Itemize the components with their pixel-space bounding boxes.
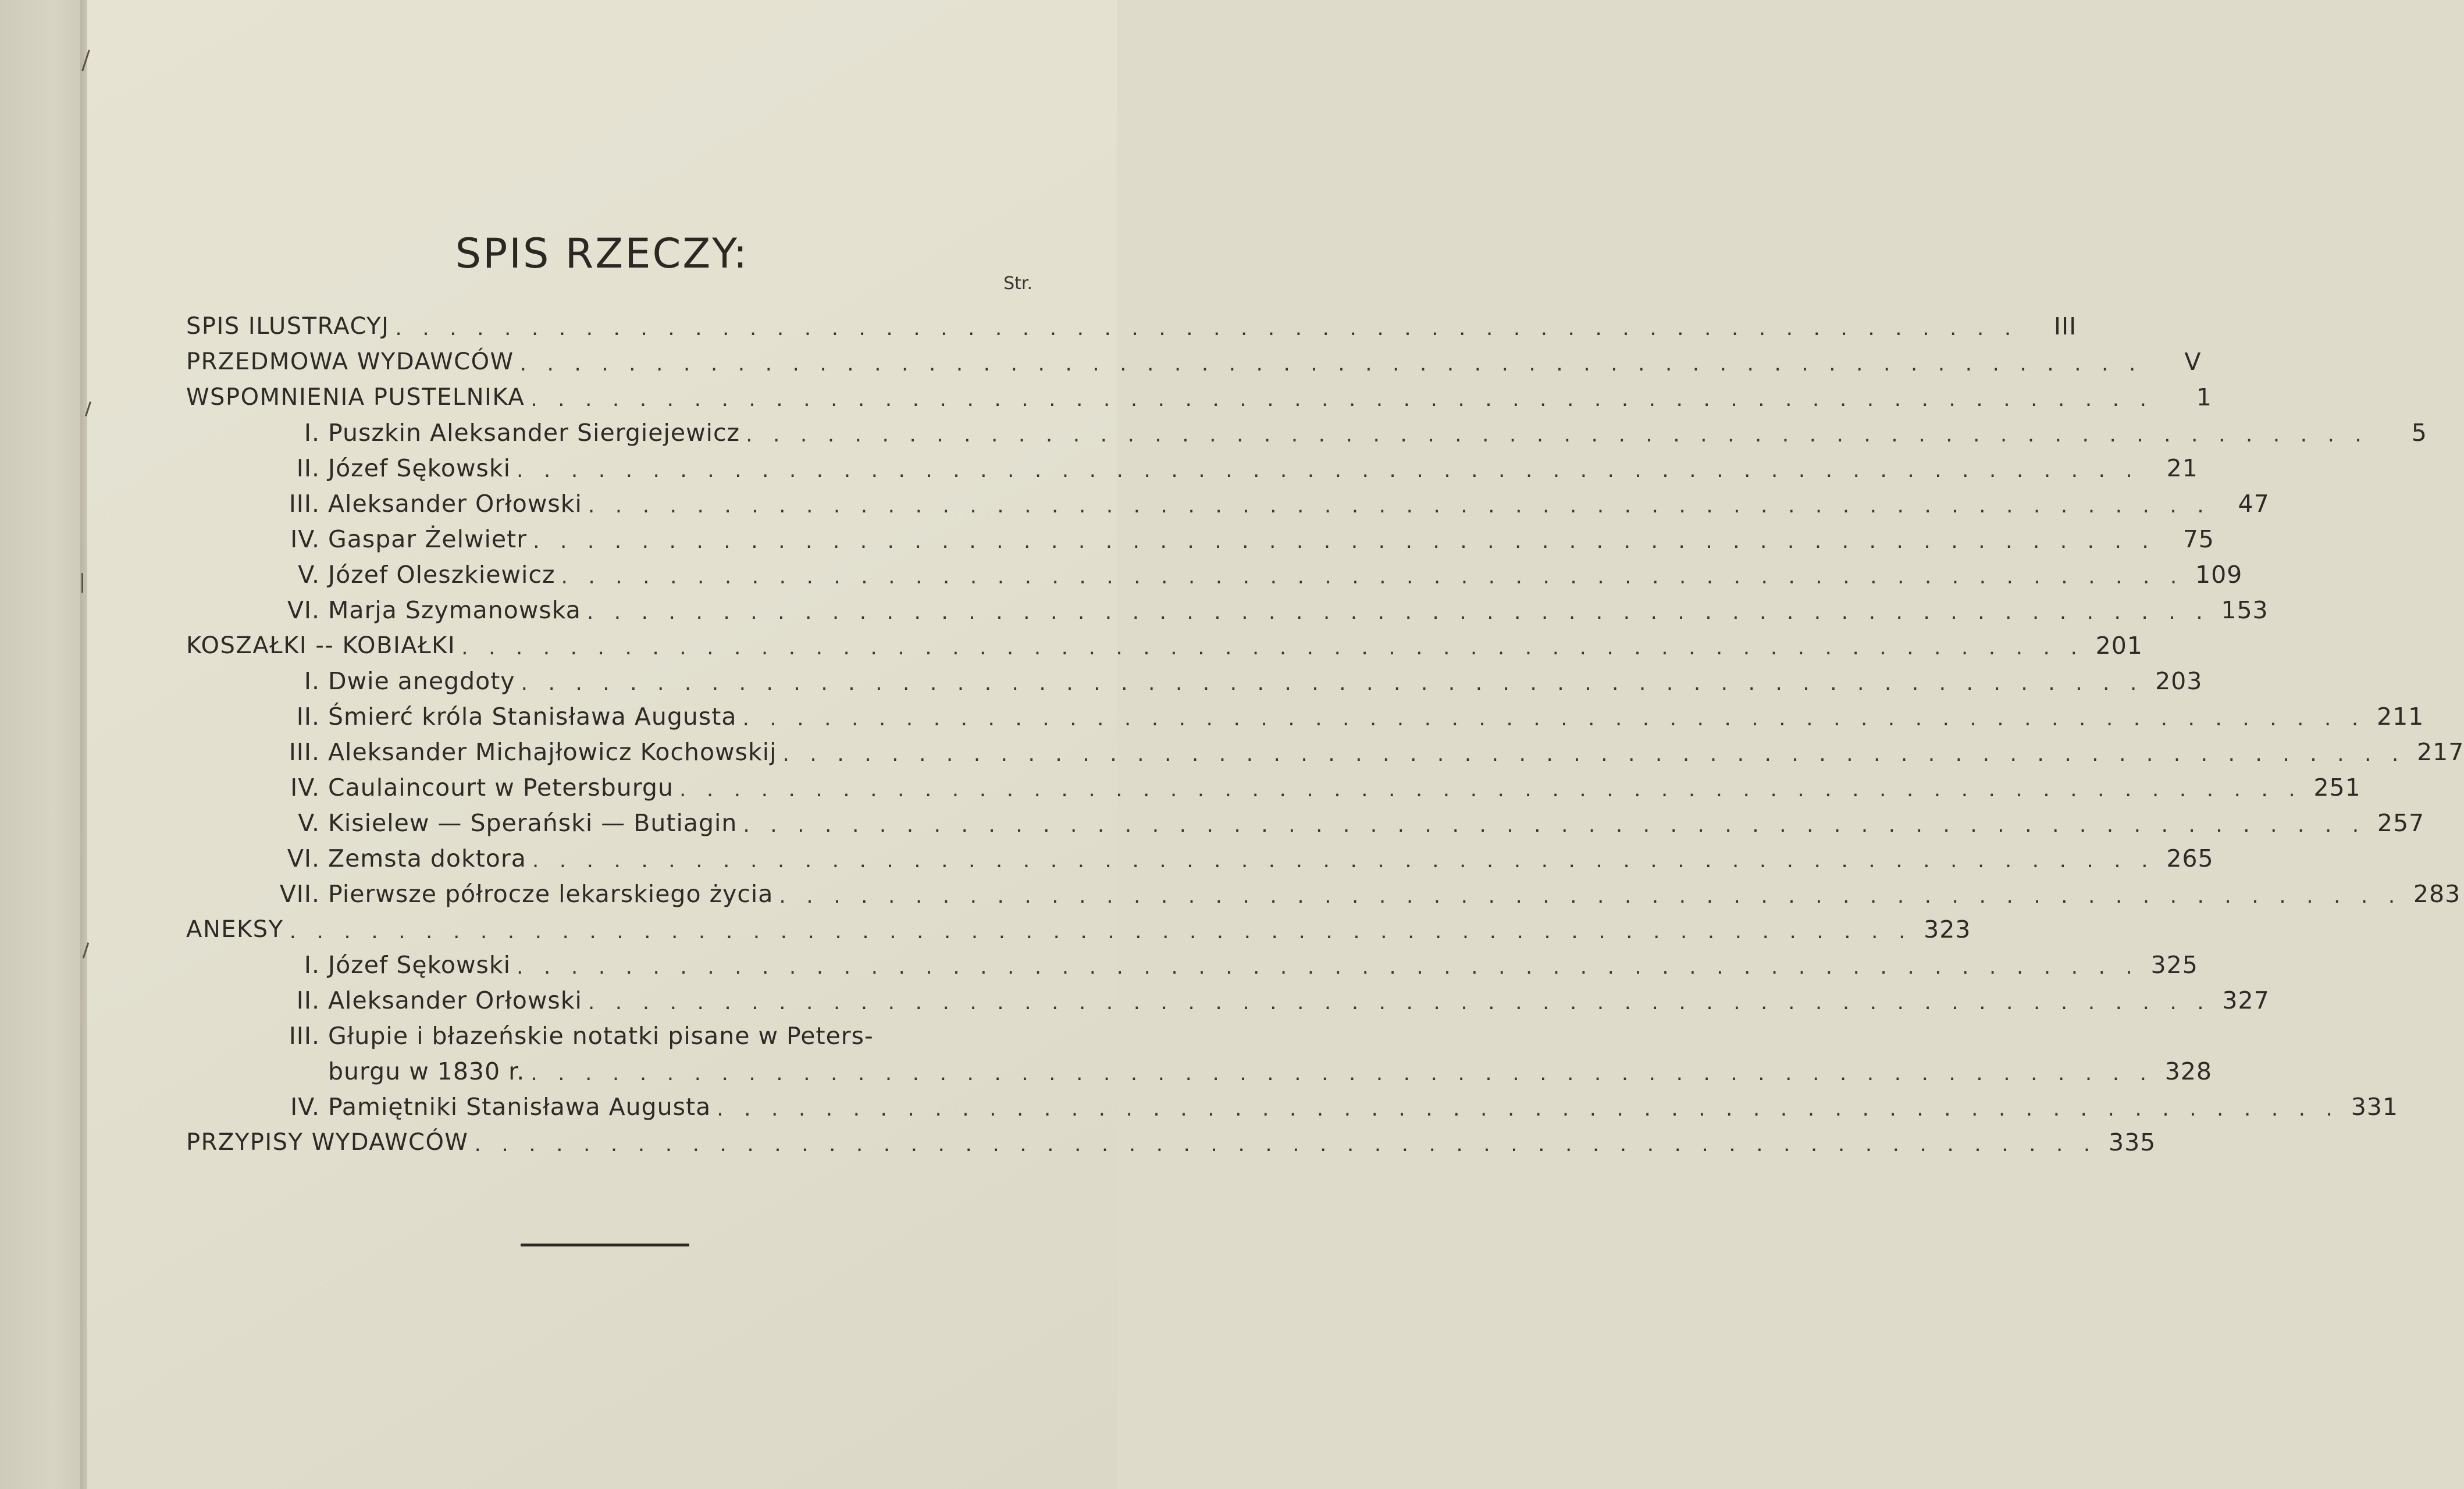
toc-page-number: 201 — [2095, 631, 2143, 660]
toc-entry — [186, 592, 2269, 628]
toc-entry — [186, 876, 2461, 911]
toc-entry-number: III. — [289, 738, 320, 766]
dot-leader: . . . . . . . . . . . . . . . . . . . . . . . . . . . . . . . . . . . . . . . . . . . . . . . . . . . . . . . . . . . . — [461, 636, 2084, 660]
toc-entry-number: II. — [296, 986, 320, 1014]
page-column-label: Str. — [1003, 273, 1032, 294]
dot-leader: . . . . . . . . . . . . . . . . . . . . . . . . . . . . . . . . . . . . . . . . . . . . . . . . . . . . . . . . . . . . — [742, 707, 2366, 731]
toc-entry-number: II. — [296, 454, 320, 482]
toc-entry-number: VI. — [287, 596, 320, 624]
toc-page-number: 5 — [2411, 418, 2427, 447]
toc-page-number: 265 — [2166, 844, 2214, 872]
toc-page-number: 211 — [2376, 702, 2424, 731]
toc-entry — [186, 557, 2243, 592]
toc-entry — [186, 699, 2424, 734]
toc-entry-title: Caulaincourt w Petersburgu — [328, 773, 674, 802]
dot-leader: . . . . . . . . . . . . . . . . . . . . . . . . . . . . . . . . . . . . . . . . . . . . . . . . . . . . . . . . . . . . — [519, 352, 2143, 376]
toc-page-number: 217 — [2417, 738, 2464, 766]
toc-entry-title: Pierwsze półrocze lekarskiego życia — [328, 879, 774, 908]
toc-entry-number: I. — [304, 950, 320, 979]
book-gutter — [0, 0, 87, 1489]
toc-section — [186, 379, 2213, 415]
toc-section — [186, 344, 2202, 379]
toc-entry-title: Kisielew — Sperański — Butiagin — [328, 808, 738, 837]
dot-leader: . . . . . . . . . . . . . . . . . . . . . . . . . . . . . . . . . . . . . . . . . . . . . . . . . . . . . . . . . . . . — [746, 423, 2369, 447]
toc-entry — [186, 982, 2270, 1018]
toc-page-number: 325 — [2150, 950, 2198, 979]
toc-entry-title: Pamiętniki Stanisława Augusta — [328, 1092, 711, 1121]
toc-page-number: 21 — [2166, 454, 2198, 482]
toc-page-number: 75 — [2182, 525, 2214, 553]
toc-section — [186, 911, 1971, 947]
toc-page-number: 323 — [1924, 915, 1971, 943]
toc-entry — [186, 734, 2464, 770]
toc-entry-number: IV. — [290, 1092, 320, 1121]
toc-section — [186, 308, 2077, 344]
toc-entry — [186, 1018, 1032, 1053]
dot-leader: . . . . . . . . . . . . . . . . . . . . . . . . . . . . . . . . . . . . . . . . . . . . . . . . . . . . . . . . . . . . — [743, 813, 2366, 837]
toc-entry-title: Aleksander Michajłowicz Kochowskij — [328, 738, 777, 766]
toc-entry — [186, 947, 2198, 982]
dot-leader: . . . . . . . . . . . . . . . . . . . . . . . . . . . . . . . . . . . . . . . . . . . . . . . . . . . . . . . . . . . . — [517, 955, 2139, 979]
toc-entry-title: Aleksander Orłowski — [328, 986, 582, 1014]
dot-leader: . . . . . . . . . . . . . . . . . . . . . . . . . . . . . . . . . . . . . . . . . . . . . . . . . . . . . . . . . . . . — [679, 778, 2302, 802]
toc-page-number: 203 — [2155, 667, 2203, 695]
page-title: SPIS RZECZY: — [455, 230, 749, 277]
toc-page-number: 47 — [2238, 489, 2270, 518]
toc-page-number: V — [2184, 347, 2202, 376]
toc-page-number: 327 — [2222, 986, 2270, 1014]
toc-entry-title: Dwie anegdoty — [328, 667, 515, 695]
dot-leader: . . . . . . . . . . . . . . . . . . . . . . . . . . . . . . . . . . . . . . . . . . . . . . . . . . . . . . . . . . . . — [533, 529, 2156, 553]
toc-section-title: SPIS ILUSTRACYJ — [186, 312, 390, 340]
toc-page-number: 109 — [2195, 560, 2243, 589]
dot-leader: . . . . . . . . . . . . . . . . . . . . . . . . . . . . . . . . . . . . . . . . . . . . . . . . . . . . . . . . . . . . — [586, 600, 2210, 624]
toc-entry-title: Puszkin Aleksander Siergiejewicz — [328, 418, 740, 447]
dot-leader: . . . . . . . . . . . . . . . . . . . . . . . . . . . . . . . . . . . . . . . . . . . . . . . . . . . . . . . . . . . . — [717, 1097, 2340, 1121]
toc-page-number: 1 — [2196, 383, 2213, 411]
toc-entry-number: I. — [304, 667, 320, 695]
toc-entry-title-continued: burgu w 1830 r. — [328, 1057, 525, 1085]
dot-leader: . . . . . . . . . . . . . . . . . . . . . . . . . . . . . . . . . . . . . . . . . . . . . . . . . . . . . . . . . . . . — [779, 884, 2402, 908]
toc-section-title: KOSZAŁKI -- KOBIAŁKI — [186, 632, 456, 659]
toc-entry — [186, 450, 2198, 486]
toc-page-number: 257 — [2377, 808, 2425, 837]
toc-entry-title: Zemsta doktora — [328, 844, 526, 872]
dot-leader: . . . . . . . . . . . . . . . . . . . . . . . . . . . . . . . . . . . . . . . . . . . . . . . . . . . . . . . . . . . . — [587, 991, 2211, 1014]
dot-leader: . . . . . . . . . . . . . . . . . . . . . . . . . . . . . . . . . . . . . . . . . . . . . . . . . . . . . . . . . . . . — [517, 458, 2139, 482]
dot-leader: . . . . . . . . . . . . . . . . . . . . . . . . . . . . . . . . . . . . . . . . . . . . . . . . . . . . . . . . . . . . — [530, 387, 2154, 411]
dot-leader: . . . . . . . . . . . . . . . . . . . . . . . . . . . . . . . . . . . . . . . . . . . . . . . . . . . . . . . . . . . . — [561, 565, 2184, 589]
toc-entry — [186, 486, 2270, 521]
toc-entry-title: Aleksander Orłowski — [328, 489, 582, 518]
toc-section — [186, 1124, 2156, 1160]
toc-entry — [186, 521, 2214, 557]
dot-leader: . . . . . . . . . . . . . . . . . . . . . . . . . . . . . . . . . . . . . . . . . . . . . . . . . . . . . . . . . . . . — [395, 316, 2018, 340]
toc-entry-title: Józef Oleszkiewicz — [328, 560, 556, 589]
toc-page-number: 251 — [2313, 773, 2361, 802]
toc-page-number: III — [2053, 312, 2077, 340]
toc-entry-title: Śmierć króla Stanisława Augusta — [328, 702, 737, 731]
toc-entry-title: Józef Sękowski — [328, 454, 511, 482]
toc-entry-number: III. — [289, 489, 320, 518]
toc-entry — [186, 1089, 2398, 1124]
toc-entry-number: V. — [298, 560, 320, 589]
toc-entry-title: Gaspar Żelwietr — [328, 525, 528, 553]
toc-entry-continuation — [186, 1053, 2213, 1089]
toc-entry-number: II. — [296, 702, 320, 731]
toc-entry-title: Józef Sękowski — [328, 950, 511, 979]
toc-page-number: 335 — [2108, 1128, 2156, 1156]
toc-section-title: WSPOMNIENIA PUSTELNIKA — [186, 383, 525, 411]
toc-entry-number: III. — [289, 1021, 320, 1050]
dot-leader: . . . . . . . . . . . . . . . . . . . . . . . . . . . . . . . . . . . . . . . . . . . . . . . . . . . . . . . . . . . . — [530, 1061, 2154, 1085]
toc-section — [186, 628, 2143, 663]
toc-entry — [186, 805, 2425, 840]
dot-leader: . . . . . . . . . . . . . . . . . . . . . . . . . . . . . . . . . . . . . . . . . . . . . . . . . . . . . . . . . . . . — [587, 494, 2211, 518]
toc-section-title: PRZYPISY WYDAWCÓW — [186, 1128, 469, 1156]
toc-entry-number: VI. — [287, 844, 320, 872]
closing-rule — [521, 1244, 689, 1246]
dot-leader: . . . . . . . . . . . . . . . . . . . . . . . . . . . . . . . . . . . . . . . . . . . . . . . . . . . . . . . . . . . . — [474, 1132, 2098, 1156]
toc-entry — [186, 415, 2427, 450]
toc-entry-number: VII. — [279, 879, 320, 908]
toc-entry-number: I. — [304, 418, 320, 447]
table-of-contents — [186, 308, 2464, 1160]
dot-leader: . . . . . . . . . . . . . . . . . . . . . . . . . . . . . . . . . . . . . . . . . . . . . . . . . . . . . . . . . . . . — [521, 671, 2144, 695]
toc-entry-title: Głupie i błazeńskie notatki pisane w Peters- — [328, 1021, 874, 1050]
toc-entry-title: Marja Szymanowska — [328, 596, 581, 624]
gutter-mark — [81, 573, 83, 593]
dot-leader: . . . . . . . . . . . . . . . . . . . . . . . . . . . . . . . . . . . . . . . . . . . . . . . . . . . . . . . . . . . . — [782, 742, 2406, 766]
dot-leader: . . . . . . . . . . . . . . . . . . . . . . . . . . . . . . . . . . . . . . . . . . . . . . . . . . . . . . . . . . . . — [532, 849, 2155, 872]
toc-page-number: 328 — [2164, 1057, 2213, 1085]
toc-section-title: ANEKSY — [186, 916, 284, 943]
dot-leader: . . . . . . . . . . . . . . . . . . . . . . . . . . . . . . . . . . . . . . . . . . . . . . . . . . . . . . . . . . . . — [289, 920, 1913, 943]
toc-page-number: 153 — [2221, 596, 2269, 624]
toc-entry-number: IV. — [290, 525, 320, 553]
toc-entry — [186, 663, 2203, 699]
toc-page-number: 283 — [2413, 879, 2461, 908]
toc-section-title: PRZEDMOWA WYDAWCÓW — [186, 348, 514, 375]
toc-entry-number: IV. — [290, 773, 320, 802]
toc-page-number: 331 — [2351, 1092, 2398, 1121]
toc-entry-number: V. — [298, 808, 320, 837]
toc-entry — [186, 770, 2361, 805]
toc-entry — [186, 840, 2214, 876]
